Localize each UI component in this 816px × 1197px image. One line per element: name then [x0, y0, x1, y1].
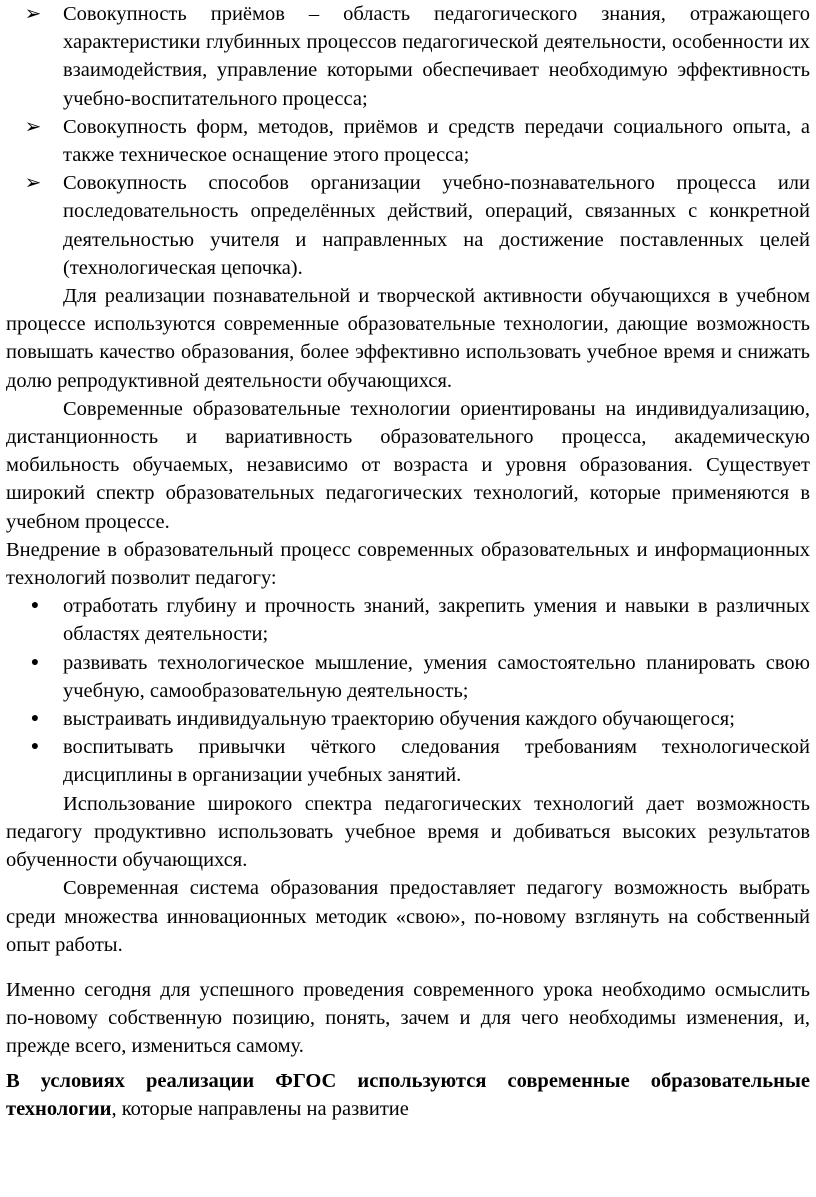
- list-item-text: Совокупность форм, методов, приёмов и средств передачи социального опыта, а также техническое оснащение этого процесса;: [63, 115, 810, 167]
- paragraph-continuation: , которые направлены на развитие: [111, 1097, 409, 1120]
- bold-lead-text: В условиях реализации ФГОС используются современные образовательные технологии: [6, 1069, 810, 1120]
- paragraph: Современные образовательные технологии ориентированы на индивидуализацию, дистанционность и вариативность образовательного процесса, академическую мобильность обучаемых, независимо от возраста и уровня образования. Существует широкий спектр образовательных педагогических технологий, которые применяются в учебном процессе.: [6, 397, 810, 533]
- paragraph: Современная система образования предоставляет педагогу возможность выбрать среди множества инновационных методик «свою», по-новому взглянуть на собственный опыт работы.: [6, 877, 810, 956]
- bullet-icon: ●: [30, 598, 40, 614]
- list-item: [6, 592, 810, 648]
- arrow-list: [6, 0, 810, 282]
- arrow-bullet-icon: ➢: [24, 172, 42, 195]
- arrow-bullet-icon: ➢: [24, 3, 42, 25]
- paragraph: Использование широкого спектра педагогических технологий дает возможность педагогу продуктивно использовать учебное время и добиваться высоких результатов обученности обучающихся.: [6, 792, 810, 872]
- bullet-icon: ●: [30, 711, 40, 727]
- list-item: [6, 705, 810, 733]
- list-item-text: воспитывать привычки чёткого следования требованиям технологической дисциплины в организации учебных занятий.: [63, 736, 810, 787]
- list-item: [6, 0, 810, 113]
- list-item-text: развивать технологическое мышление, умения самостоятельно планировать свою учебную, самообразовательную деятельность;: [63, 651, 810, 702]
- list-item-text: отработать глубину и прочность знаний, закрепить умения и навыки в различных областях деятельности;: [63, 595, 810, 646]
- list-item-text: выстраивать индивидуальную траекторию обучения каждого обучающегося;: [63, 708, 735, 731]
- paragraph: Для реализации познавательной и творческой активности обучающихся в учебном процессе используются современные образовательные технологии, дающие возможность повышать качество образования, более эффективно использовать учебное время и снижать долю репродуктивной деятельности обучающихся.: [6, 285, 810, 392]
- list-item: [6, 169, 810, 282]
- closing-paragraph: [6, 1067, 810, 1123]
- list-item: [6, 649, 810, 705]
- list-item: [6, 733, 810, 789]
- bullet-list: [6, 592, 810, 789]
- paragraph: Внедрение в образовательный процесс современных образовательных и информационных технологий позволит педагогу:: [6, 538, 810, 590]
- arrow-bullet-icon: ➢: [24, 115, 42, 138]
- list-item-text: Совокупность приёмов – область педагогического знания, отражающего характеристики глубинных процессов педагогической деятельности, особенности их взаимодействия, управление которыми обеспечивает необходимую эффективность учебно-воспитательного процесса;: [63, 3, 810, 110]
- bullet-icon: ●: [30, 654, 40, 670]
- paragraph: Именно сегодня для успешного проведения современного урока необходимо осмыслить по-новому собственную позицию, понять, зачем и для чего необходимы изменения, и, прежде всего, измениться самому.: [6, 978, 810, 1058]
- bullet-icon: ●: [30, 739, 40, 755]
- list-item-text: Совокупность способов организации учебно-познавательного процесса или последовательность определённых действий, операций, связанных с конкретной деятельностью учителя и направленных на достижение поставленных целей (технологическая цепочка).: [63, 172, 810, 279]
- list-item: [6, 113, 810, 169]
